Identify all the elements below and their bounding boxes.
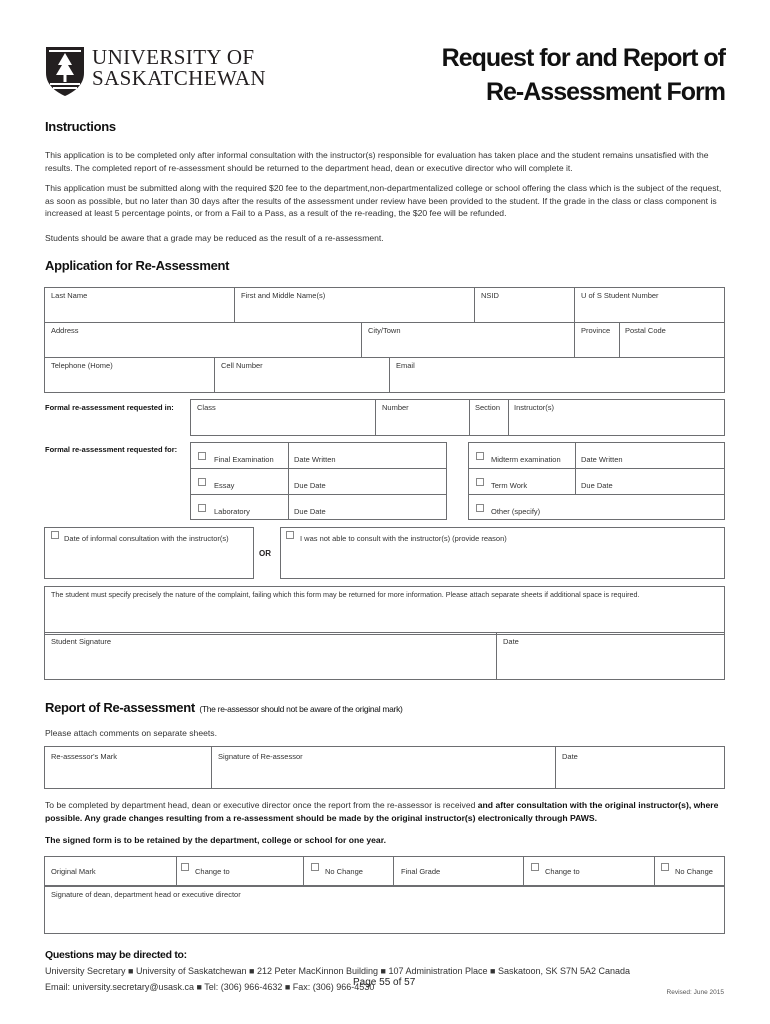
original-no-change-label: No Change xyxy=(325,867,363,876)
not-able-consult-label[interactable]: I was not able to consult with the instructor(s) (provide reason) xyxy=(300,534,507,543)
requested-in-label: Formal re-assessment requested in: xyxy=(45,403,174,412)
first-name-field[interactable]: First and Middle Name(s) xyxy=(241,291,326,300)
city-field[interactable]: City/Town xyxy=(368,326,401,335)
instructions-paragraph-3: Students should be aware that a grade may be reduced as the result of a re-assessment. xyxy=(45,233,384,243)
final-no-change-label: No Change xyxy=(675,867,713,876)
reassessor-mark-field[interactable]: Re-assessor's Mark xyxy=(51,752,118,761)
report-attach-note: Please attach comments on separate sheets. xyxy=(45,728,217,738)
other-checkbox[interactable] xyxy=(476,504,484,512)
original-change-to-label: Change to xyxy=(195,867,230,876)
province-field[interactable]: Province xyxy=(581,326,611,335)
informal-consultation-checkbox[interactable] xyxy=(51,531,59,539)
student-signature-field[interactable]: Student Signature xyxy=(51,637,112,646)
final-exam-date-written-field[interactable]: Date Written xyxy=(294,455,336,464)
completion-instructions xyxy=(45,799,735,824)
midterm-label: Midterm examination xyxy=(491,455,561,464)
midterm-checkbox[interactable] xyxy=(476,452,484,460)
student-info-grid xyxy=(44,287,725,393)
final-grade-grid xyxy=(44,856,725,886)
term-work-due-date-field[interactable]: Due Date xyxy=(581,481,613,490)
instructions-heading: Instructions xyxy=(45,119,116,134)
university-name-line1: UNIVERSITY OF xyxy=(92,45,255,69)
completion-text-a: To be completed by department head, dean or executive director once the report from the re-assessor is received xyxy=(45,800,478,810)
last-name-field[interactable]: Last Name xyxy=(51,291,88,300)
report-heading-row xyxy=(45,699,403,717)
original-no-change-checkbox[interactable] xyxy=(311,863,319,871)
midterm-date-written-field[interactable]: Date Written xyxy=(581,455,623,464)
laboratory-checkbox[interactable] xyxy=(198,504,206,512)
essay-label: Essay xyxy=(214,481,235,490)
nsid-field[interactable]: NSID xyxy=(481,291,499,300)
or-label: OR xyxy=(259,549,271,558)
retention-note: The signed form is to be retained by the department, college or school for one year. xyxy=(45,835,386,845)
final-change-to-label: Change to xyxy=(545,867,580,876)
instructors-field[interactable]: Instructor(s) xyxy=(514,403,555,412)
university-crest-icon xyxy=(44,45,86,97)
instructions-paragraph-2: This application must be submitted along with the required $20 fee to the department,non-departmentalized college or school offering the class which is the subject of the request, as soon as possible, but no later than 30 days after the results of the assessment under review have been provided to the student. If the grade in the class or class component is increased at least 5 percentage points, or from a Fail to a Pass, as a result of the re-reading, the $20 fee will be refunded. xyxy=(45,183,722,218)
reassessor-date-field[interactable]: Date xyxy=(562,752,578,761)
term-work-label: Term Work xyxy=(491,481,528,490)
reassessor-grid xyxy=(44,746,725,789)
essay-due-date-field[interactable]: Due Date xyxy=(294,481,326,490)
student-number-field[interactable]: U of S Student Number xyxy=(581,291,659,300)
final-exam-checkbox[interactable] xyxy=(198,452,206,460)
number-field[interactable]: Number xyxy=(382,403,409,412)
informal-consultation-label[interactable]: Date of informal consultation with the instructor(s) xyxy=(64,534,229,543)
completion-text-b: and after consultation with the original instructor(s), where possible. Any grade changes resulting from a re-assessment should be made by the original instructor(s) electronically through PAWS. xyxy=(45,800,719,823)
application-heading: Application for Re-Assessment xyxy=(45,258,230,273)
term-work-checkbox[interactable] xyxy=(476,478,484,486)
contact-phone-email: Email: university.secretary@usask.ca ■ Tel: (306) 966-4632 ■ Fax: (306) 966-4530 xyxy=(45,982,375,992)
final-no-change-checkbox[interactable] xyxy=(661,863,669,871)
requested-for-label: Formal re-assessment requested for: xyxy=(45,445,178,454)
reassessor-signature-field[interactable]: Signature of Re-assessor xyxy=(218,752,303,761)
report-heading-note: (The re-assessor should not be aware of the original mark) xyxy=(199,704,403,714)
address-field[interactable]: Address xyxy=(51,326,79,335)
report-heading: Report of Re-assessment xyxy=(45,700,195,715)
contact-address: University Secretary ■ University of Saskatchewan ■ 212 Peter MacKinnon Building ■ 107 Administration Place ■ Saskatoon, SK S7N 5A2 Canada xyxy=(45,966,631,976)
telephone-field[interactable]: Telephone (Home) xyxy=(51,361,113,370)
laboratory-label: Laboratory xyxy=(214,507,250,516)
form-title-line2: Re-Assessment Form xyxy=(485,78,725,106)
postal-code-field[interactable]: Postal Code xyxy=(625,326,666,335)
class-field[interactable]: Class xyxy=(197,403,216,412)
form-title-line1: Request for and Report of xyxy=(441,44,725,72)
student-signature-grid xyxy=(44,632,725,680)
email-field[interactable]: Email xyxy=(396,361,415,370)
laboratory-due-date-field[interactable]: Due Date xyxy=(294,507,326,516)
original-mark-field[interactable]: Original Mark xyxy=(51,867,96,876)
revised-date: Revised: June 2015 xyxy=(666,989,724,996)
final-grade-field[interactable]: Final Grade xyxy=(401,867,441,876)
not-able-consult-checkbox[interactable] xyxy=(286,531,294,539)
cell-number-field[interactable]: Cell Number xyxy=(221,361,263,370)
complaint-instructions: The student must specify precisely the nature of the complaint, failing which this form may be returned for more information. Please attach separate sheets if additional space is required. xyxy=(51,590,640,599)
questions-heading: Questions may be directed to: xyxy=(45,949,187,961)
dean-signature-field: Signature of dean, department head or executive director xyxy=(51,890,241,899)
original-change-to-checkbox[interactable] xyxy=(181,863,189,871)
essay-checkbox[interactable] xyxy=(198,478,206,486)
final-exam-label: Final Examination xyxy=(214,455,274,464)
student-signature-date-field[interactable]: Date xyxy=(503,637,519,646)
section-field[interactable]: Section xyxy=(475,403,501,412)
page-number: Page 55 of 57 xyxy=(353,977,416,988)
final-change-to-checkbox[interactable] xyxy=(531,863,539,871)
instructions-paragraph-1: This application is to be completed only after informal consultation with the instructor(s) responsible for evaluation has taken place and the student remains unsatisfied with the results. The completed report of re-assessment should be returned to the department head, dean or executive director who will complete it. xyxy=(45,150,709,173)
class-info-grid xyxy=(190,399,725,436)
other-specify-field[interactable]: Other (specify) xyxy=(491,507,541,516)
university-name-line2: SASKATCHEWAN xyxy=(92,66,266,90)
